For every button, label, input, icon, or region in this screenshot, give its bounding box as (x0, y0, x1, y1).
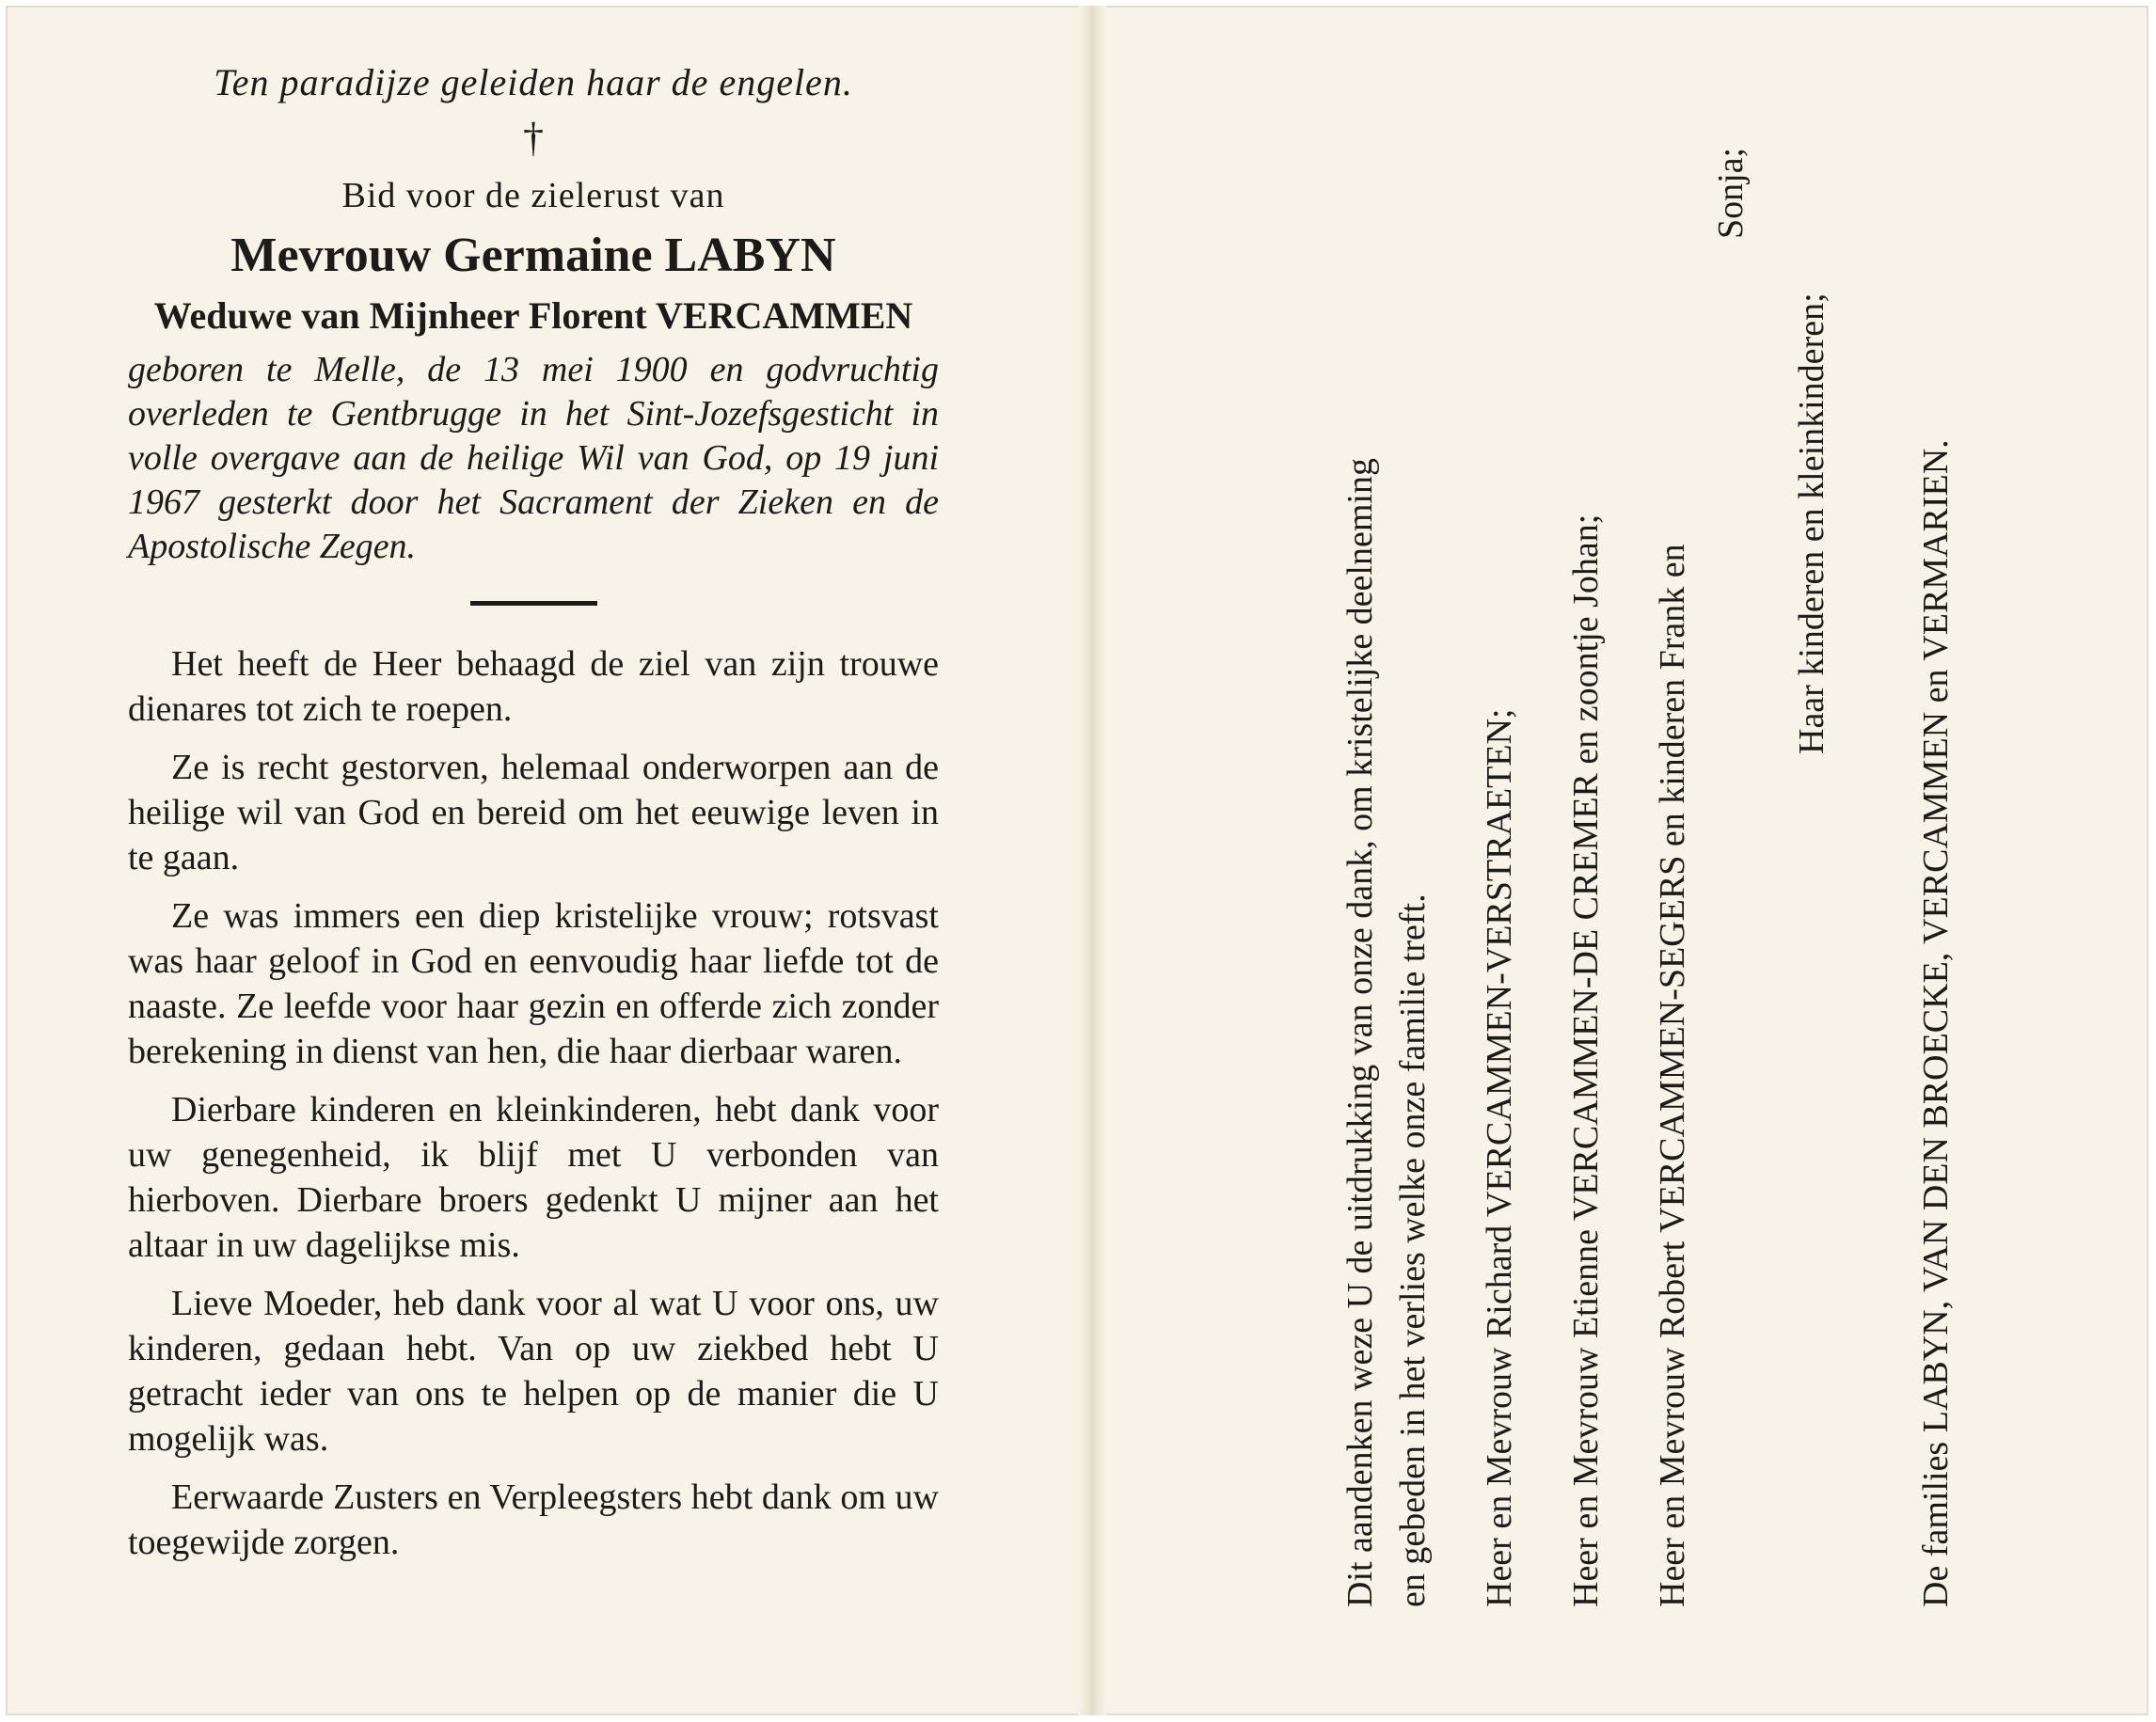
thanks-line-2: en gebeden in het verlies welke onze familie treft. (1393, 893, 1433, 1607)
paragraph: Ze was immers een diep kristelijke vrouw; rotsvast was haar geloof in God en eenvoudig haar liefde tot de naaste. Ze leefde voor haar gezin en offerde zich zonder berekening in dienst van hen, die haar dierbaar waren. (128, 896, 939, 1071)
prayer-intro: Bid voor de zielerust van (341, 176, 725, 215)
paragraph: Dierbare kinderen en kleinkinderen, hebt dank voor uw genegenheid, ik blijf met U verbonden van hierboven. Dierbare broers gedenkt U mijner aan het altaar in uw dagelijkse mis. (128, 1090, 939, 1265)
paragraph: Het heeft de Heer behaagd de ziel van zijn trouwe dienares tot zich te roepen. (128, 644, 939, 729)
family-line-1: Heer en Mevrouw Richard VERCAMMEN-VERSTRAETEN; (1480, 708, 1519, 1607)
motto: Ten paradijze geleiden haar de engelen. (214, 61, 853, 103)
grandchildren-line: Haar kinderen en kleinkinderen; (1792, 292, 1831, 754)
biography: geboren te Melle, de 13 mei 1900 en godvruchtig overleden te Gentbrugge in het Sint-Jozefsgesticht in volle overgave aan de heilige Wil van God, op 19 juni 1967 gesterkt door het Sacrament der Zieken en de Apostolische Zegen. (128, 350, 939, 566)
right-page (1125, 6, 2148, 1715)
paragraph: Lieve Moeder, heb dank voor al wat U voor ons, uw kinderen, gedaan hebt. Van op uw ziekbed hebt U getracht ieder van ons te helpen op de manier die U mogelijk was. (128, 1284, 939, 1459)
left-page (128, 60, 939, 1578)
widow-of: Weduwe van Mijnheer Florent VERCAMMEN (153, 294, 913, 337)
card-fold (1078, 6, 1106, 1715)
family-line-3: Heer en Mevrouw Robert VERCAMMEN-SEGERS en kinderen Frank en (1653, 544, 1692, 1607)
families-line: De families LABYN, VAN DEN BROECKE, VERCAMMEN en VERMARIEN. (1916, 439, 1956, 1607)
thanks-line-1: Dit aandenken weze U de uitdrukking van onze dank, om kristelijke deelneming (1340, 458, 1380, 1607)
divider (470, 601, 597, 606)
memorial-card (6, 6, 2148, 1715)
family-line-2: Heer en Mevrouw Etienne VERCAMMEN-DE CREMER en zoontje Johan; (1566, 513, 1606, 1607)
paragraph: Ze is recht gestorven, helemaal onderworpen aan de heilige wil van God en bereid om het eeuwige leven in te gaan. (128, 748, 939, 877)
family-line-3-cont: Sonja; (1711, 147, 1751, 239)
deceased-name: Mevrouw Germaine LABYN (230, 229, 836, 282)
cross-icon: † (523, 115, 544, 161)
paragraph: Eerwaarde Zusters en Verpleegsters hebt dank om uw toegewijde zorgen. (128, 1477, 939, 1562)
